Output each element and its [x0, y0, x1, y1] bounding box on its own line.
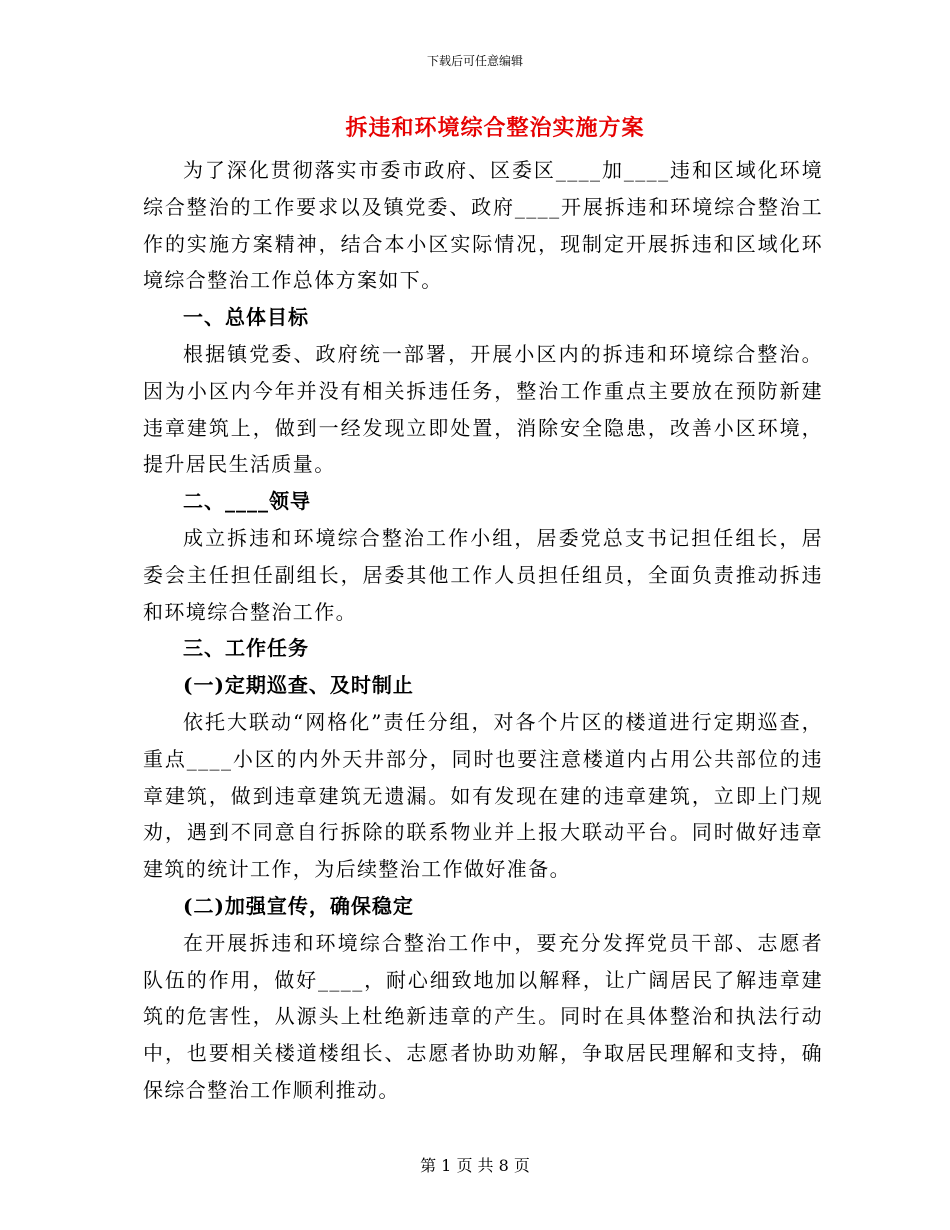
publicity-paragraph: 在开展拆违和环境综合整治工作中，要充分发挥党员干部、志愿者队伍的作用，做好____，耐心细致地加以解释，让广阔居民了解违章建筑的危害性，从源头上杜绝新违章的产生。同时在具体整治和执法行动中，也要相关楼道楼组长、志愿者协助劝解，争取居民理解和支持，确保综合整治工作顺利推动。: [143, 930, 823, 1102]
patrol-paragraph: 依托大联动“网格化”责任分组，对各个片区的楼道进行定期巡查，重点____小区的内外天井部分，同时也要注意楼道内占用公共部位的违章建筑，做到违章建筑无遗漏。如有发现在建的违章建筑，立即上门规劝，遇到不同意自行拆除的联系物业并上报大联动平台。同时做好违章建筑的统计工作，为后续整治工作做好准备。: [143, 709, 823, 882]
leadership-paragraph: 成立拆违和环境综合整治工作小组，居委党总支书记担任组长，居委会主任担任副组长，居委其他工作人员担任组员，全面负责推动拆违和环境综合整治工作。: [143, 525, 823, 624]
document-title: 拆违和环境综合整治实施方案: [345, 115, 645, 141]
section-heading-leadership: 二、____领导: [183, 489, 311, 514]
subsection-heading-patrol: (一)定期巡查、及时制止: [183, 673, 414, 698]
section-heading-tasks: 三、工作任务: [183, 636, 309, 661]
page-header: 下载后可任意编辑: [426, 54, 523, 68]
goal-paragraph: 根据镇党委、政府统一部署，开展小区内的拆违和环境综合整治。因为小区内今年并没有相关拆违任务，整治工作重点主要放在预防新建违章建筑上，做到一经发现立即处置，消除安全隐患，改善小区环境，提升居民生活质量。: [143, 341, 823, 477]
section-heading-goal: 一、总体目标: [183, 305, 309, 330]
subsection-heading-publicity: (二)加强宣传，确保稳定: [183, 893, 414, 918]
document-body: [143, 152, 823, 1109]
intro-paragraph: 为了深化贯彻落实市委市政府、区委区____加____违和区域化环境综合整治的工作要求以及镇党委、政府____开展拆违和环境综合整治工作的实施方案精神，结合本小区实际情况，现制定开展拆违和区域化环境综合整治工作总体方案如下。: [143, 158, 823, 293]
page-footer: 第 1 页 共 8 页: [420, 1156, 530, 1175]
